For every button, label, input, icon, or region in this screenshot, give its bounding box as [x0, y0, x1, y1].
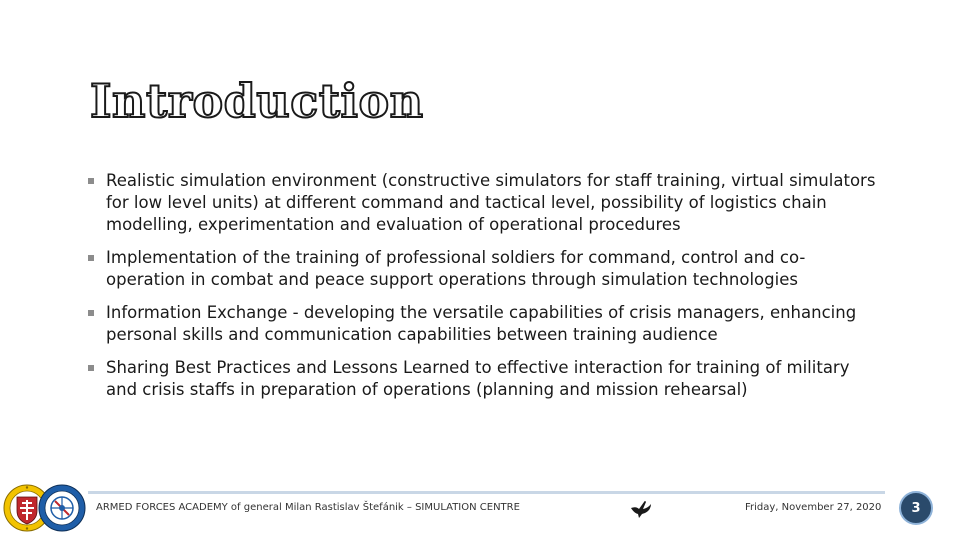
bullet-text: Information Exchange - developing the versatile capabilities of crisis managers, enhancing personal skills and communication capabilities between training audience [106, 303, 857, 344]
bullet-item [88, 302, 878, 346]
bullet-text: Realistic simulation environment (constructive simulators for staff training, virtual simulators for low level units) at different command and tactical level, possibility of logistics chain modelling, experimentation and evaluation of operational procedures [106, 171, 876, 234]
bullet-item [88, 247, 878, 291]
bullet-square-icon [88, 178, 94, 184]
slide-title: Introduction [90, 74, 424, 128]
bullet-item [88, 357, 878, 401]
bullet-square-icon [88, 365, 94, 371]
simulation-centre-emblem-icon [38, 484, 86, 532]
bullet-text: Implementation of the training of professional soldiers for command, control and co-operation in combat and peace support operations through simulation technologies [106, 248, 806, 289]
page-number-badge [899, 491, 933, 525]
footer-divider [88, 491, 885, 494]
bullet-item [88, 170, 878, 236]
bullet-text: Sharing Best Practices and Lessons Learned to effective interaction for training of military and crisis staffs in preparation of operations (planning and mission rehearsal) [106, 358, 850, 399]
bullet-square-icon [88, 310, 94, 316]
page-number: 3 [911, 500, 921, 516]
bird-icon [630, 499, 652, 519]
footer-organization: ARMED FORCES ACADEMY of general Milan Rastislav Štefánik – SIMULATION CENTRE [96, 502, 520, 513]
bullet-list [88, 170, 878, 412]
footer-date: Friday, November 27, 2020 [745, 502, 882, 513]
bullet-square-icon [88, 255, 94, 261]
